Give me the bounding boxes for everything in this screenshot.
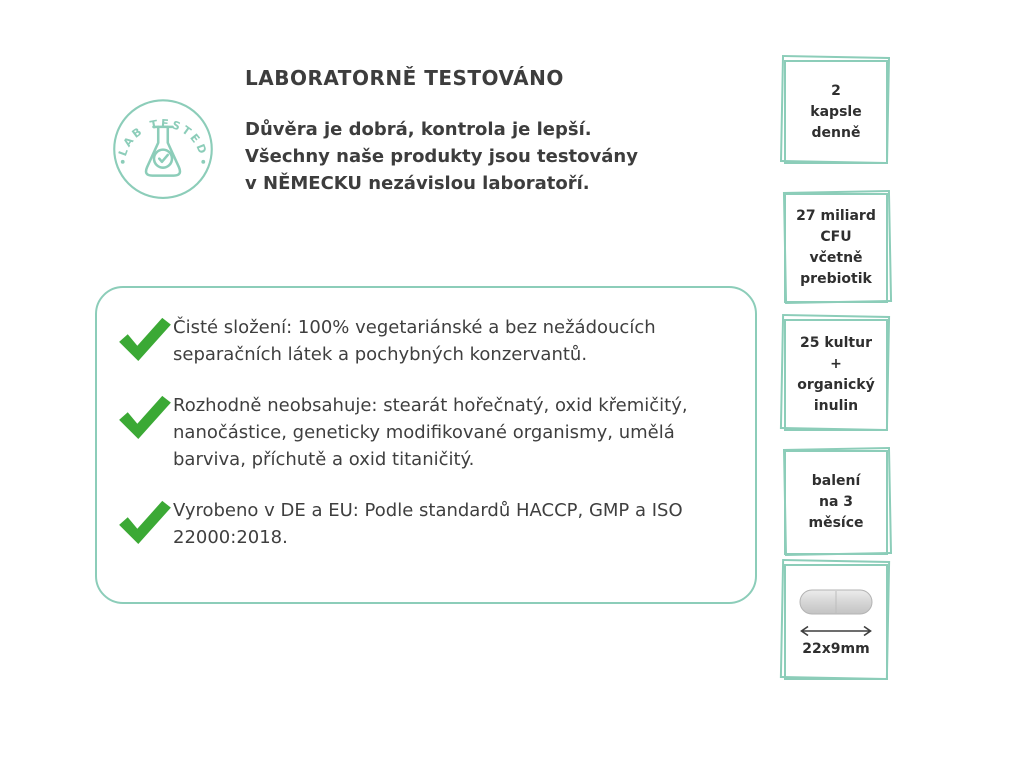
intro-line: v NĚMECKU nezávislou laboratoří.	[245, 173, 590, 194]
fact-box-capsule-size	[784, 564, 888, 680]
badge-arc-text: LAB TESTED	[116, 117, 210, 158]
fact-line: 2	[831, 82, 841, 99]
checkmark-icon	[117, 394, 173, 440]
fact-box-supply	[784, 450, 888, 555]
fact-line: denně	[811, 124, 861, 141]
page-title: LABORATORNĚ TESTOVÁNO	[245, 66, 564, 90]
checkmark-icon	[117, 499, 173, 545]
features-box	[95, 286, 757, 604]
flask-check-icon	[110, 94, 216, 200]
fact-line: +	[830, 356, 842, 372]
feature-text: Rozhodně neobsahuje: stearát hořečnatý, oxid křemičitý, nanočástice, geneticky modifikované organismy, umělá barviva, příchutě a oxid titaničitý.	[173, 395, 688, 470]
fact-box-cultures	[784, 319, 888, 431]
fact-line: kapsle	[810, 103, 862, 120]
fact-line: včetně	[809, 250, 863, 266]
fact-line: balení	[811, 473, 861, 489]
intro-line: Důvěra je dobrá, kontrola je lepší.	[245, 119, 592, 140]
fact-line: organický	[797, 377, 875, 393]
fact-box-cfu	[784, 193, 888, 303]
fact-line: prebiotik	[800, 271, 872, 287]
fact-line: měsíce	[808, 515, 864, 531]
capsule-icon	[797, 587, 875, 617]
width-arrow-icon	[797, 625, 875, 637]
feature-text: Vyrobeno v DE a EU: Podle standardů HACCP, GMP a ISO 22000:2018.	[173, 500, 683, 548]
fact-box-dosage	[784, 60, 888, 164]
checkmark-icon	[117, 316, 173, 362]
lab-tested-badge	[110, 94, 216, 200]
capsule-size-label: 22x9mm	[802, 641, 870, 657]
fact-line: na 3	[818, 494, 854, 510]
fact-line: 27 miliard	[796, 208, 876, 224]
intro-line: Všechny naše produkty jsou testovány	[245, 146, 638, 167]
fact-line: 25 kultur	[800, 335, 872, 351]
feature-item	[117, 314, 725, 368]
feature-item	[117, 392, 725, 473]
fact-line: CFU	[820, 229, 852, 245]
feature-item	[117, 497, 725, 551]
fact-line: inulin	[813, 398, 859, 414]
intro-text	[245, 116, 638, 197]
feature-text: Čisté složení: 100% vegetariánské a bez nežádoucích separačních látek a pochybných konzervantů.	[173, 317, 656, 365]
